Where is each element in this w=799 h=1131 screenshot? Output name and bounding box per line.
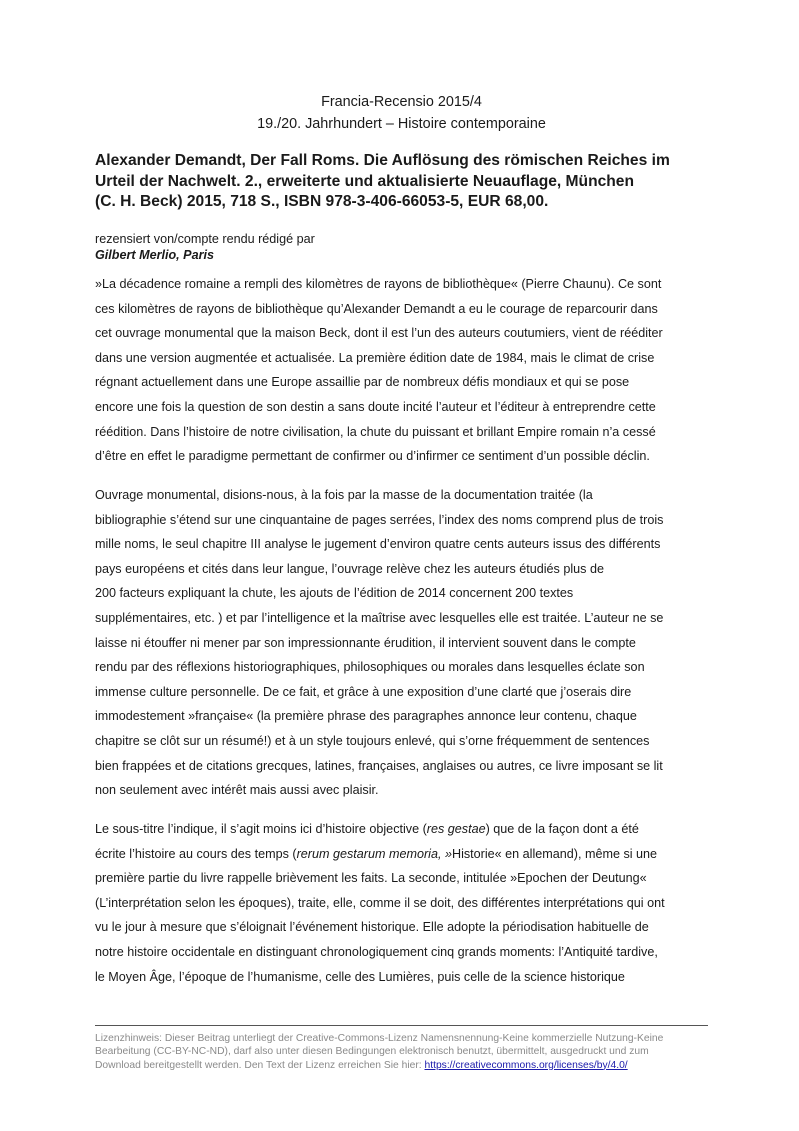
license-line: Lizenzhinweis: Dieser Beitrag unterliegt der Creative-Commons-Lizenz Namensnennung-Keine kommerzielle Nutzung-Keine (95, 1033, 664, 1044)
journal-title: Francia-Recensio 2015/4 (321, 94, 482, 110)
text-line (95, 842, 708, 867)
reviewed-by-label: rezensiert von/compte rendu rédigé par (95, 232, 315, 246)
text-line: »La décadence romaine a rempli des kilomètres de rayons de bibliothèque« (Pierre Chaunu). Ce sont (95, 277, 662, 291)
footer-divider (95, 1025, 708, 1026)
paragraph-2 (95, 483, 708, 803)
text-line: réédition. Dans l’histoire de notre civilisation, la chute du puissant et brillant Empire romain n’a cessé (95, 424, 656, 439)
italic-term: res gestae (426, 822, 486, 836)
text-line: mille noms, le seul chapitre III analyse le jugement d’environ quatre cents auteurs issus des différents (95, 537, 661, 552)
text-line: 200 facteurs expliquant la chute, les ajouts de l’édition de 2014 concernent 200 textes (95, 586, 574, 601)
text-run: ) que de la façon dont a été (485, 822, 639, 836)
paragraph-1 (95, 272, 708, 469)
paragraph-3 (95, 817, 708, 989)
title-line: Urteil der Nachwelt. 2., erweiterte und aktualisierte Neuauflage, München (95, 172, 634, 190)
license-line (95, 1059, 708, 1072)
text-line: d’être en effet le paradigme permettant de confirmer ou d’infirmer ce sentiment d’un possible déclin. (95, 449, 650, 464)
license-line: Bearbeitung (CC-BY-NC-ND), darf also unter diesen Bedingungen elektronisch benutzt, übermittelt, ausgedruckt und zum (95, 1046, 649, 1058)
journal-section: 19./20. Jahrhundert – Histoire contemporaine (257, 116, 546, 132)
text-line (95, 817, 708, 842)
italic-term: rerum gestarum memoria, » (296, 846, 452, 861)
text-line: bien frappées et de citations grecques, latines, françaises, anglaises ou autres, ce livre imposant se lit (95, 758, 663, 773)
text-line: Ouvrage monumental, disions-nous, à la fois par la masse de la documentation traitée (la (95, 488, 593, 502)
text-run: Le sous-titre l’indique, il s’agit moins ici d’histoire objective ( (95, 822, 427, 836)
reviewer-name: Gilbert Merlio, Paris (95, 248, 214, 262)
text-line: immodestement »française« (la première phrase des paragraphes annonce leur contenu, chaque (95, 709, 637, 724)
text-line: cet ouvrage monumental que la maison Beck, dont il est l’un des auteurs coutumiers, vient de rééditer (95, 326, 663, 341)
text-line: régnant actuellement dans une Europe assaillie par de nombreux défis mondiaux et qui se pose (95, 375, 630, 390)
text-run: Historie« en allemand), même si une (451, 846, 658, 861)
text-line: laisse ni étouffer ni mener par son impressionnante érudition, il intervient souvent dans le compte (95, 635, 636, 650)
text-line: notre histoire occidentale en distinguant chronologiquement cinq grands moments: l’Antiquité tardive, (95, 944, 658, 959)
text-line: bibliographie s’étend sur une cinquantaine de pages serrées, l’index des noms comprend plus de trois (95, 512, 664, 527)
review-title (95, 151, 708, 213)
title-line: (C. H. Beck) 2015, 718 S., ISBN 978-3-406-66053-5, EUR 68,00. (95, 193, 549, 210)
text-line: (L’interprétation selon les époques), traite, elle, comme il se doit, des différentes interprétations qui ont (95, 895, 665, 910)
text-line: dans une version augmentée et actualisée. La première édition date de 1984, mais le climat de crise (95, 350, 655, 365)
title-line: Alexander Demandt, Der Fall Roms. Die Auflösung des römischen Reiches im (95, 152, 670, 169)
text-line: pays européens et cités dans leur langue, l’ouvrage relève chez les auteurs étudiés plus de (95, 561, 604, 576)
text-line: vu le jour à mesure que s’éloignait l’événement historique. Elle adopte la périodisation habituelle de (95, 920, 649, 935)
text-line: chapitre se clôt sur un résumé!) et à un style toujours enlevé, qui s’orne fréquemment de sentences (95, 733, 650, 748)
license-text: Download bereitgestellt werden. Den Text der Lizenz erreichen Sie hier: (95, 1059, 425, 1071)
text-line: encore une fois la question de son destin a sans doute incité l’auteur et l’éditeur à entreprendre cette (95, 399, 656, 414)
text-line: première partie du livre rappelle brièvement les faits. La seconde, intitulée »Epochen der Deutung« (95, 871, 647, 886)
text-line: rendu par des réflexions historiographiques, philosophiques ou morales dans lesquelles éclate son (95, 660, 645, 675)
license-link[interactable]: https://creativecommons.org/licenses/by/4.0/ (424, 1059, 628, 1071)
text-line: immense culture personnelle. De ce fait, et grâce à une exposition d’une clarté que j’oserais dire (95, 684, 632, 699)
text-line: ces kilomètres de rayons de bibliothèque qu’Alexander Demandt a eu le courage de reparcourir dans (95, 301, 658, 316)
text-line: le Moyen Âge, l’époque de l’humanisme, celle des Lumières, puis celle de la science historique (95, 969, 625, 984)
license-notice (95, 1032, 708, 1072)
text-line: non seulement avec intérêt mais aussi avec plaisir. (95, 783, 379, 798)
text-line: supplémentaires, etc. ) et par l’intelligence et la maîtrise avec lesquelles elle est traitée. L’auteur ne se (95, 610, 664, 625)
text-run: écrite l’histoire au cours des temps ( (95, 846, 297, 861)
